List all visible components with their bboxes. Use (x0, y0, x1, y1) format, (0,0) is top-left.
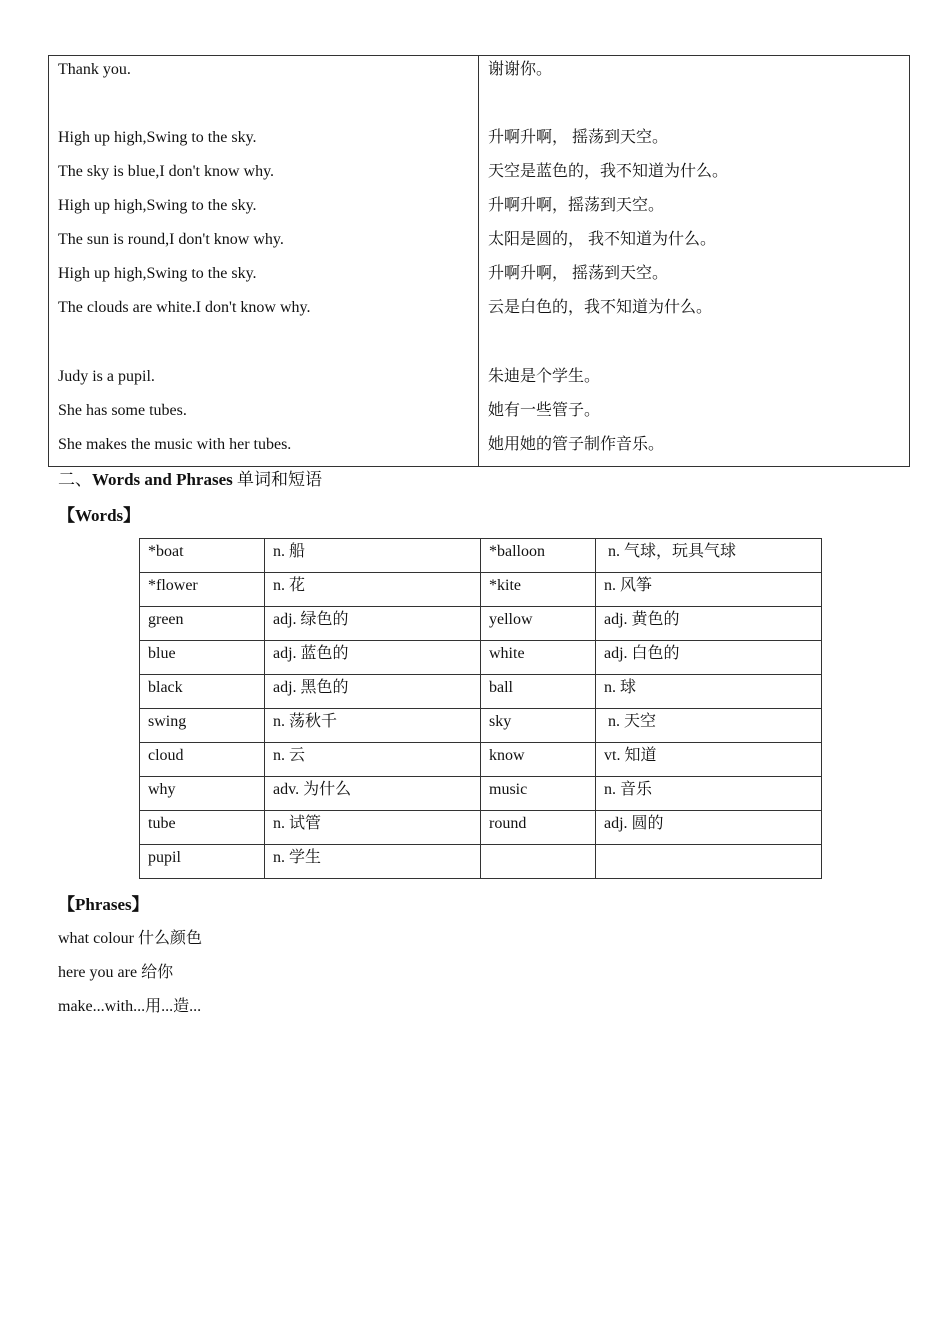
meaning-cell: n. 气球，玩具气球 (596, 539, 822, 573)
words-table (139, 538, 822, 879)
phrase-item: here you are 给你 (58, 964, 174, 981)
phrases-heading: 【Phrases】 (58, 895, 149, 914)
word-cell: music (481, 777, 596, 811)
dialogue-line-cn: 云是白色的，我不知道为什么。 (488, 299, 713, 316)
dialogue-line-en: High up high,Swing to the sky. (58, 197, 257, 214)
meaning-cell: n. 试管 (265, 811, 481, 845)
word-cell: cloud (140, 743, 265, 777)
word-cell: blue (140, 641, 265, 675)
meaning-cell: adj. 黄色的 (596, 607, 822, 641)
table-row (140, 641, 822, 675)
section-title-chinese: 单词和短语 (237, 470, 322, 489)
phrase-item: make...with...用...造... (58, 998, 202, 1015)
word-cell (481, 845, 596, 879)
dialogue-line-cn: 朱迪是个学生。 (488, 368, 601, 385)
word-cell: yellow (481, 607, 596, 641)
meaning-cell: n. 花 (265, 573, 481, 607)
dialogue-line-en: High up high,Swing to the sky. (58, 265, 257, 282)
meaning-cell: adj. 蓝色的 (265, 641, 481, 675)
dialogue-line-en: She has some tubes. (58, 402, 187, 419)
dialogue-line-en: The sun is round,I don't know why. (58, 231, 284, 248)
meaning-cell (596, 845, 822, 879)
dialogue-line-cn: 升啊升啊， 摇荡到天空。 (488, 129, 669, 146)
word-cell: why (140, 777, 265, 811)
word-cell: round (481, 811, 596, 845)
meaning-cell: n. 云 (265, 743, 481, 777)
dialogue-line-en: She makes the music with her tubes. (58, 436, 292, 453)
phrase-item: what colour 什么颜色 (58, 930, 202, 947)
meaning-cell: n. 天空 (596, 709, 822, 743)
word-cell: *flower (140, 573, 265, 607)
dialogue-line-cn: 她用她的管子制作音乐。 (488, 436, 665, 453)
table-row (140, 743, 822, 777)
dialogue-english-column (49, 56, 479, 466)
meaning-cell: adj. 圆的 (596, 811, 822, 845)
table-row (140, 845, 822, 879)
word-cell: swing (140, 709, 265, 743)
word-cell: *kite (481, 573, 596, 607)
meaning-cell: n. 学生 (265, 845, 481, 879)
table-row (140, 777, 822, 811)
word-cell: *balloon (481, 539, 596, 573)
dialogue-table (48, 55, 910, 467)
meaning-cell: n. 球 (596, 675, 822, 709)
table-row (140, 811, 822, 845)
dialogue-line-cn: 太阳是圆的， 我不知道为什么。 (488, 231, 717, 248)
word-cell: green (140, 607, 265, 641)
section-heading (58, 468, 322, 492)
meaning-cell: n. 船 (265, 539, 481, 573)
words-heading: 【Words】 (58, 506, 141, 525)
table-row (140, 573, 822, 607)
word-cell: tube (140, 811, 265, 845)
meaning-cell: adj. 白色的 (596, 641, 822, 675)
word-cell: ball (481, 675, 596, 709)
dialogue-line-cn: 升啊升啊， 摇荡到天空。 (488, 265, 669, 282)
word-cell: sky (481, 709, 596, 743)
word-cell: know (481, 743, 596, 777)
dialogue-line-cn: 升啊升啊，摇荡到天空。 (488, 197, 665, 214)
meaning-cell: adj. 绿色的 (265, 607, 481, 641)
meaning-cell: n. 音乐 (596, 777, 822, 811)
word-cell: *boat (140, 539, 265, 573)
meaning-cell: n. 荡秋千 (265, 709, 481, 743)
meaning-cell: n. 风筝 (596, 573, 822, 607)
dialogue-line-cn: 天空是蓝色的，我不知道为什么。 (488, 163, 729, 180)
dialogue-line-en: Thank you. (58, 61, 131, 78)
word-cell: white (481, 641, 596, 675)
meaning-cell: vt. 知道 (596, 743, 822, 777)
table-row (140, 675, 822, 709)
meaning-cell: adv. 为什么 (265, 777, 481, 811)
section-title-english: Words and Phrases (92, 470, 233, 489)
dialogue-line-cn: 谢谢你。 (488, 61, 553, 78)
meaning-cell: adj. 黑色的 (265, 675, 481, 709)
word-cell: pupil (140, 845, 265, 879)
table-row (140, 539, 822, 573)
word-cell: black (140, 675, 265, 709)
table-row (140, 709, 822, 743)
dialogue-line-cn: 她有一些管子。 (488, 402, 601, 419)
dialogue-line-en: Judy is a pupil. (58, 368, 155, 385)
dialogue-line-en: The sky is blue,I don't know why. (58, 163, 275, 180)
dialogue-chinese-column (479, 56, 909, 466)
section-prefix: 二、 (58, 470, 92, 489)
dialogue-line-en: The clouds are white.I don't know why. (58, 299, 311, 316)
dialogue-line-en: High up high,Swing to the sky. (58, 129, 257, 146)
table-row (140, 607, 822, 641)
